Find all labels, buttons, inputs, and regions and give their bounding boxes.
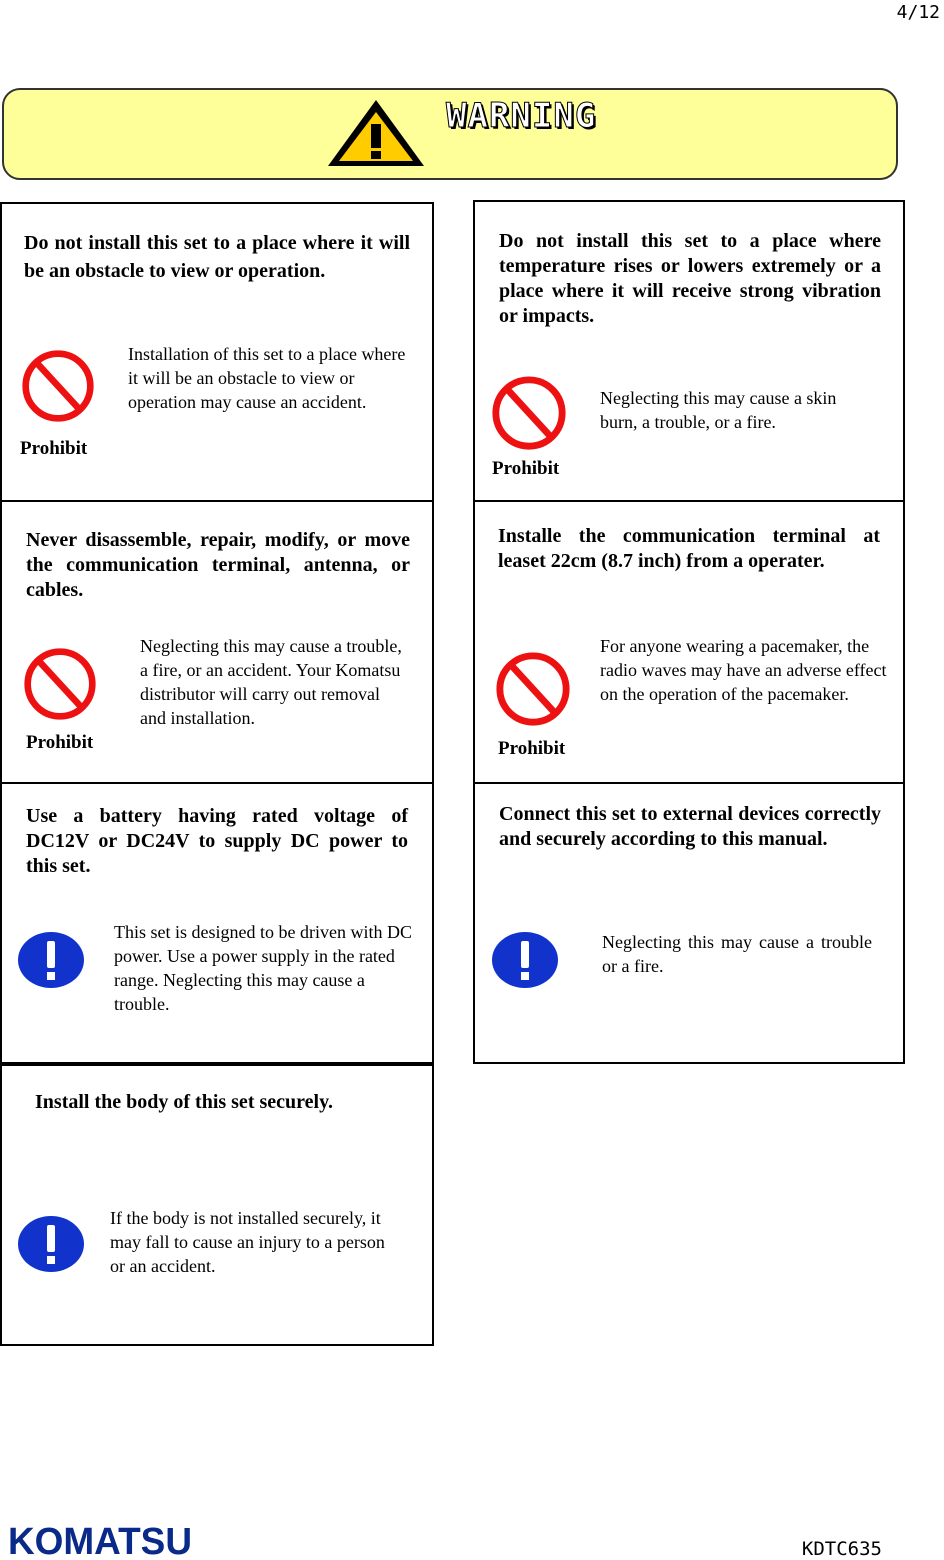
page-number: 4/12 [896,2,940,23]
prohibit-icon [494,650,572,728]
securely-heading: Install the body of this set securely. [35,1091,333,1113]
document-code: KDTC635 [801,1538,882,1560]
prohibit-label: Prohibit [492,458,560,479]
prohibit-label: Prohibit [20,438,88,459]
prohibit-icon [22,646,98,722]
mandatory-action-icon [16,1214,86,1274]
connect-body: Neglecting this may cause a trouble or a fire. [602,932,872,976]
disassemble-heading: Never disassemble, repair, modify, or move the communication terminal, antenna, or cables. [26,529,410,601]
disassemble-body: Neglecting this may cause a trouble, a fire, or an accident. Your Komatsu distributor will carry out removal and installation. [140,636,402,728]
temperature-body: Neglecting this may cause a skin burn, a trouble, or a fire. [600,388,837,432]
prohibit-label: Prohibit [26,732,94,753]
distance-heading: Installe the communication terminal at leaset 22cm (8.7 inch) from a operater. [498,525,880,572]
battery-body: This set is designed to be driven with DC power. Use a power supply in the rated range. Neglecting this may cause a trouble. [114,922,412,1014]
distance-body: For anyone wearing a pacemaker, the radio waves may have an adverse effect on the operation of the pacemaker. [600,636,887,704]
mandatory-action-icon [490,930,560,990]
prohibit-icon [20,348,96,424]
warning-title: WARNING [446,96,597,136]
obstacle-heading: Do not install this set to a place where it will be an obstacle to view or operation. [24,232,410,282]
warning-triangle-icon [326,98,426,168]
battery-heading: Use a battery having rated voltage of DC12V or DC24V to supply DC power to this set. [26,805,408,877]
svg-text:KOMATSU: KOMATSU [8,1522,192,1558]
temperature-heading: Do not install this set to a place where temperature rises or lowers extremely or a place where it will receive strong vibration or impacts. [499,230,881,327]
prohibit-label: Prohibit [498,738,566,759]
mandatory-action-icon [16,930,86,990]
komatsu-logo [8,1522,194,1558]
obstacle-body: Installation of this set to a place where it will be an obstacle to view or operation may cause an accident. [128,344,406,412]
securely-body: If the body is not installed securely, it may fall to cause an injury to a person or an accident. [110,1208,385,1276]
connect-heading: Connect this set to external devices correctly and securely according to this manual. [499,803,881,850]
prohibit-icon [490,374,568,452]
